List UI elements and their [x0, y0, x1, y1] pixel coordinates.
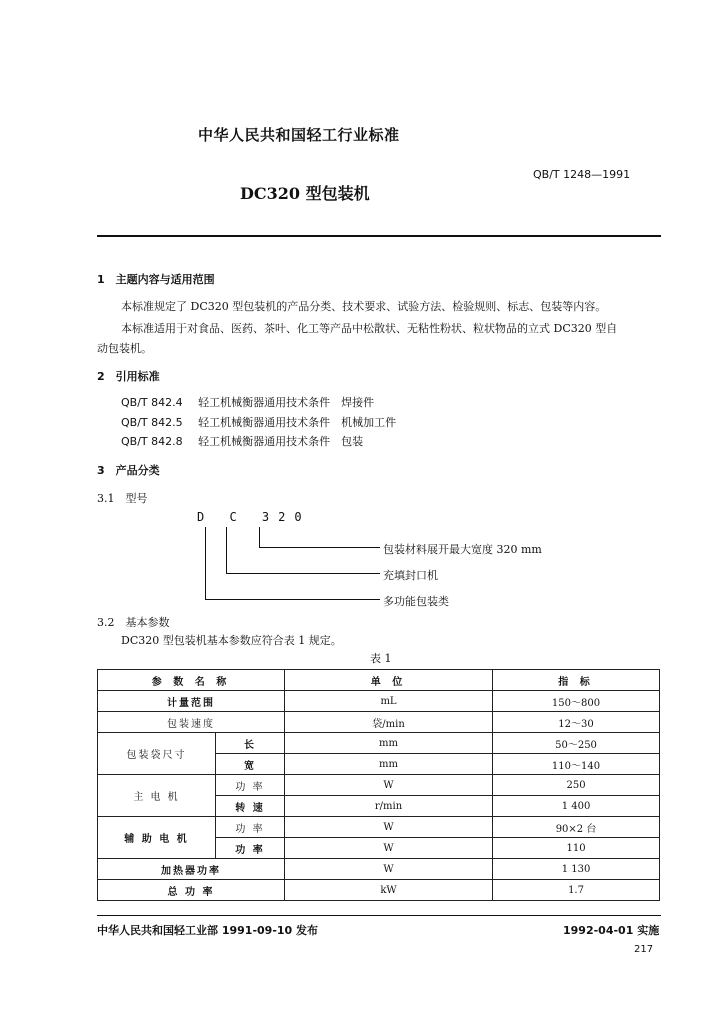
param-unit: W — [285, 775, 493, 796]
parameters-table — [97, 669, 660, 901]
param-unit: mL — [285, 691, 493, 712]
reference-title: 轻工机械衡器通用技术条件 机械加工件 — [198, 416, 397, 429]
diagram-line — [259, 527, 260, 548]
param-name: 包装速度 — [98, 712, 285, 733]
header-value: 指 标 — [493, 670, 660, 691]
param-unit: r/min — [285, 796, 493, 817]
reference-item — [121, 394, 374, 410]
section-2-heading: 2 引用标准 — [97, 370, 160, 383]
header-parameter-name: 参 数 名 称 — [98, 670, 285, 691]
param-value: 1.7 — [493, 880, 660, 901]
param-name: 计量范围 — [98, 691, 285, 712]
reference-item — [121, 433, 363, 449]
param-unit: W — [285, 817, 493, 838]
param-value: 110 — [493, 838, 660, 859]
section-1-heading: 1 主题内容与适用范围 — [97, 273, 215, 286]
param-group-main-motor: 主 电 机 — [98, 775, 216, 817]
param-unit: 袋/min — [285, 712, 493, 733]
reference-code: QB/T 842.5 — [121, 416, 183, 429]
section-1-paragraph-2-cont: 动包装机。 — [97, 342, 152, 355]
section-1-paragraph-2: 本标准适用于对食品、医药、茶叶、化工等产品中松散状、无粘性粉状、粒状物品的立式 DC320 型自 — [121, 322, 618, 335]
header-unit: 单 位 — [285, 670, 493, 691]
section-3-2-heading: 3.2 基本参数 — [97, 616, 170, 629]
diagram-line — [205, 599, 380, 600]
effective-date: 1992-04-01 实施 — [563, 924, 660, 937]
table-row — [98, 691, 660, 712]
diagram-line — [226, 573, 380, 574]
issued-date: 中华人民共和国轻工业部 1991-09-10 发布 — [97, 924, 319, 937]
table-row — [98, 712, 660, 733]
section-3-1-heading: 3.1 型号 — [97, 492, 148, 505]
reference-title: 轻工机械衡器通用技术条件 焊接件 — [198, 396, 375, 409]
diagram-line — [205, 527, 206, 600]
section-3-heading: 3 产品分类 — [97, 464, 160, 477]
param-subname: 功 率 — [216, 817, 285, 838]
param-subname: 功 率 — [216, 775, 285, 796]
table-row — [98, 817, 660, 838]
param-unit: kW — [285, 880, 493, 901]
param-group-aux-motor: 辅 助 电 机 — [98, 817, 216, 859]
model-code: D C 320 — [197, 510, 311, 524]
param-group-bag-size: 包装袋尺寸 — [98, 733, 216, 775]
reference-item — [121, 414, 396, 430]
table-row — [98, 859, 660, 880]
diagram-line — [226, 527, 227, 574]
header-divider — [97, 235, 661, 237]
diagram-label-width: 包装材料展开最大宽度 320 mm — [383, 543, 542, 556]
param-subname: 长 — [216, 733, 285, 754]
param-value: 250 — [493, 775, 660, 796]
table-caption: 表 1 — [370, 652, 392, 665]
table-row — [98, 880, 660, 901]
param-value: 50～250 — [493, 733, 660, 754]
param-name: 总 功 率 — [98, 880, 285, 901]
param-value: 90×2 台 — [493, 817, 660, 838]
reference-code: QB/T 842.8 — [121, 435, 183, 448]
param-value: 150～800 — [493, 691, 660, 712]
diagram-label-category: 多功能包装类 — [383, 595, 449, 608]
document-title: DC320 型包装机 — [240, 184, 370, 203]
param-subname: 转 速 — [216, 796, 285, 817]
section-3-2-text: DC320 型包装机基本参数应符合表 1 规定。 — [121, 634, 342, 647]
standard-number: QB/T 1248—1991 — [533, 168, 631, 181]
param-value: 1 400 — [493, 796, 660, 817]
standard-category-title: 中华人民共和国轻工行业标准 — [198, 126, 400, 144]
param-unit: mm — [285, 754, 493, 775]
reference-code: QB/T 842.4 — [121, 396, 183, 409]
reference-title: 轻工机械衡器通用技术条件 包装 — [198, 435, 364, 448]
table-row — [98, 775, 660, 796]
param-unit: mm — [285, 733, 493, 754]
param-name: 加热器功率 — [98, 859, 285, 880]
table-header-row — [98, 670, 660, 691]
param-unit: W — [285, 838, 493, 859]
param-subname: 功 率 — [216, 838, 285, 859]
footer-divider — [97, 915, 661, 916]
param-unit: W — [285, 859, 493, 880]
section-1-paragraph-1: 本标准规定了 DC320 型包装机的产品分类、技术要求、试验方法、检验规则、标志、包装等内容。 — [121, 300, 607, 313]
param-subname: 宽 — [216, 754, 285, 775]
diagram-label-filling: 充填封口机 — [383, 569, 438, 582]
table-row — [98, 733, 660, 754]
param-value: 12～30 — [493, 712, 660, 733]
param-value: 1 130 — [493, 859, 660, 880]
page-number: 217 — [634, 944, 654, 955]
param-value: 110～140 — [493, 754, 660, 775]
diagram-line — [259, 547, 380, 548]
